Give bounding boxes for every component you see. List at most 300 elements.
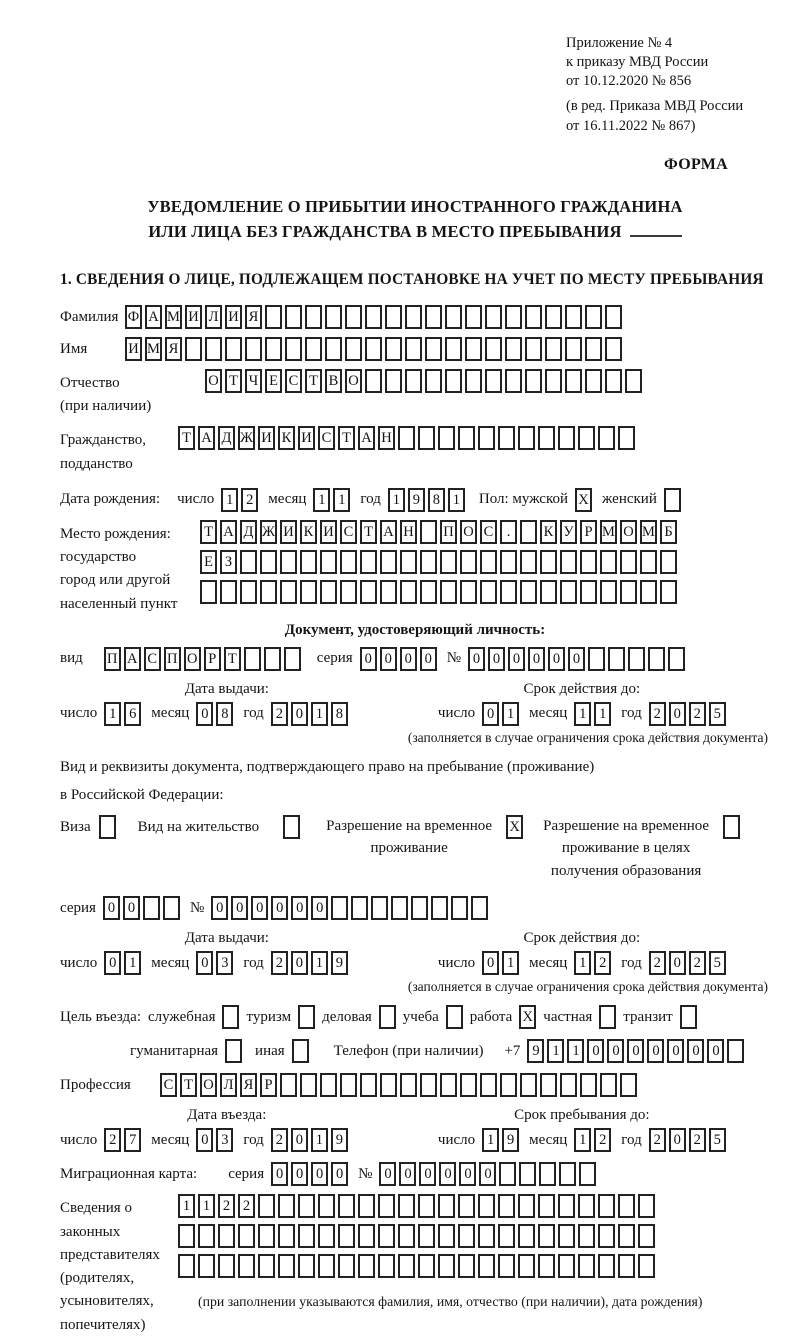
form-cell[interactable] — [480, 580, 497, 604]
form-cell[interactable]: 1 — [482, 1128, 499, 1152]
form-cell[interactable] — [385, 337, 402, 361]
form-cell[interactable] — [579, 1162, 596, 1186]
form-cell[interactable] — [485, 369, 502, 393]
form-cell[interactable] — [585, 305, 602, 329]
form-cell[interactable] — [445, 337, 462, 361]
form-cell[interactable]: 0 — [488, 647, 505, 671]
form-cell[interactable] — [445, 369, 462, 393]
form-cell[interactable] — [620, 580, 637, 604]
form-cell[interactable] — [618, 426, 635, 450]
form-cell[interactable]: С — [480, 520, 497, 544]
form-cell[interactable]: 0 — [271, 1162, 288, 1186]
form-cell[interactable] — [245, 337, 262, 361]
form-cell[interactable] — [478, 1254, 495, 1278]
form-cell[interactable] — [380, 580, 397, 604]
form-cell[interactable] — [458, 1224, 475, 1248]
form-cell[interactable] — [285, 305, 302, 329]
form-cell[interactable] — [585, 369, 602, 393]
form-cell[interactable] — [185, 337, 202, 361]
form-cell[interactable] — [398, 1194, 415, 1218]
form-cell[interactable] — [605, 369, 622, 393]
form-cell[interactable] — [445, 305, 462, 329]
form-cell[interactable] — [727, 1039, 744, 1063]
form-cell[interactable] — [518, 1254, 535, 1278]
form-cell[interactable] — [598, 426, 615, 450]
form-cell[interactable] — [398, 1224, 415, 1248]
form-cell[interactable] — [600, 580, 617, 604]
form-cell[interactable] — [560, 580, 577, 604]
form-cell[interactable] — [305, 337, 322, 361]
form-cell[interactable]: С — [340, 520, 357, 544]
form-cell[interactable] — [485, 305, 502, 329]
form-cell[interactable]: 1 — [547, 1039, 564, 1063]
form-cell[interactable] — [480, 1073, 497, 1097]
form-cell[interactable] — [405, 369, 422, 393]
form-cell[interactable]: Я — [240, 1073, 257, 1097]
form-cell[interactable]: Т — [305, 369, 322, 393]
form-cell[interactable] — [580, 550, 597, 574]
form-cell[interactable]: 1 — [311, 951, 328, 975]
form-cell[interactable]: 0 — [439, 1162, 456, 1186]
form-cell[interactable] — [638, 1224, 655, 1248]
form-cell[interactable] — [238, 1254, 255, 1278]
form-cell[interactable]: 0 — [627, 1039, 644, 1063]
form-cell[interactable] — [620, 1073, 637, 1097]
form-cell[interactable] — [520, 550, 537, 574]
form-cell[interactable] — [620, 550, 637, 574]
form-cell[interactable] — [451, 896, 468, 920]
form-cell[interactable] — [385, 305, 402, 329]
form-cell[interactable] — [418, 1254, 435, 1278]
form-cell[interactable]: 0 — [482, 951, 499, 975]
form-cell[interactable]: 0 — [123, 896, 140, 920]
form-cell[interactable]: 0 — [568, 647, 585, 671]
form-cell[interactable]: 2 — [238, 1194, 255, 1218]
form-cell[interactable] — [465, 337, 482, 361]
form-cell[interactable] — [391, 896, 408, 920]
form-cell[interactable] — [300, 550, 317, 574]
form-cell[interactable]: 1 — [567, 1039, 584, 1063]
form-cell[interactable]: О — [184, 647, 201, 671]
form-cell[interactable]: 0 — [479, 1162, 496, 1186]
form-cell[interactable]: Н — [400, 520, 417, 544]
form-cell[interactable]: Е — [200, 550, 217, 574]
form-cell[interactable] — [499, 1162, 516, 1186]
form-cell[interactable] — [365, 305, 382, 329]
form-cell[interactable] — [338, 1194, 355, 1218]
form-cell[interactable]: А — [220, 520, 237, 544]
form-cell[interactable]: Т — [180, 1073, 197, 1097]
form-cell[interactable] — [218, 1224, 235, 1248]
form-cell[interactable] — [225, 1039, 242, 1063]
form-cell[interactable] — [379, 1005, 396, 1029]
form-cell[interactable]: А — [145, 305, 162, 329]
form-cell[interactable] — [478, 1194, 495, 1218]
form-cell[interactable]: 1 — [574, 1128, 591, 1152]
form-cell[interactable]: Т — [360, 520, 377, 544]
form-cell[interactable]: Т — [200, 520, 217, 544]
form-cell[interactable]: 6 — [124, 702, 141, 726]
form-cell[interactable]: А — [124, 647, 141, 671]
form-cell[interactable]: 2 — [104, 1128, 121, 1152]
form-cell[interactable] — [598, 1224, 615, 1248]
form-cell[interactable]: 0 — [420, 647, 437, 671]
form-cell[interactable]: Е — [265, 369, 282, 393]
form-cell[interactable] — [640, 580, 657, 604]
form-cell[interactable] — [218, 1254, 235, 1278]
form-cell[interactable] — [660, 580, 677, 604]
form-cell[interactable] — [420, 1073, 437, 1097]
form-cell[interactable]: 0 — [380, 647, 397, 671]
form-cell[interactable]: 0 — [468, 647, 485, 671]
form-cell[interactable] — [723, 815, 740, 839]
form-cell[interactable] — [178, 1224, 195, 1248]
form-cell[interactable]: 3 — [216, 1128, 233, 1152]
form-cell[interactable]: Я — [245, 305, 262, 329]
form-cell[interactable] — [358, 1254, 375, 1278]
form-cell[interactable] — [605, 337, 622, 361]
form-cell[interactable] — [458, 1194, 475, 1218]
form-cell[interactable] — [598, 1194, 615, 1218]
form-cell[interactable] — [318, 1254, 335, 1278]
form-cell[interactable]: 0 — [669, 702, 686, 726]
form-cell[interactable]: И — [280, 520, 297, 544]
form-cell[interactable] — [648, 647, 665, 671]
form-cell[interactable] — [320, 1073, 337, 1097]
form-cell[interactable] — [360, 550, 377, 574]
form-cell[interactable]: 1 — [594, 702, 611, 726]
form-cell[interactable] — [498, 1254, 515, 1278]
form-cell[interactable]: 0 — [687, 1039, 704, 1063]
form-cell[interactable] — [538, 1254, 555, 1278]
form-cell[interactable]: 0 — [291, 951, 308, 975]
form-cell[interactable] — [258, 1224, 275, 1248]
form-cell[interactable] — [338, 1224, 355, 1248]
form-cell[interactable]: Ф — [125, 305, 142, 329]
form-cell[interactable]: 0 — [528, 647, 545, 671]
form-cell[interactable]: 0 — [331, 1162, 348, 1186]
form-cell[interactable]: 1 — [448, 488, 465, 512]
form-cell[interactable] — [518, 426, 535, 450]
form-cell[interactable] — [558, 426, 575, 450]
form-cell[interactable]: 1 — [574, 951, 591, 975]
form-cell[interactable] — [340, 1073, 357, 1097]
form-cell[interactable] — [438, 426, 455, 450]
form-cell[interactable] — [425, 305, 442, 329]
form-cell[interactable] — [163, 896, 180, 920]
form-cell[interactable] — [545, 337, 562, 361]
form-cell[interactable]: 8 — [428, 488, 445, 512]
form-cell[interactable] — [258, 1254, 275, 1278]
form-cell[interactable] — [599, 1005, 616, 1029]
form-cell[interactable] — [380, 550, 397, 574]
form-cell[interactable]: С — [285, 369, 302, 393]
form-cell[interactable] — [525, 305, 542, 329]
form-cell[interactable] — [520, 580, 537, 604]
form-cell[interactable] — [498, 426, 515, 450]
form-cell[interactable]: 1 — [311, 702, 328, 726]
form-cell[interactable] — [588, 647, 605, 671]
form-cell[interactable]: 1 — [104, 702, 121, 726]
form-cell[interactable] — [258, 1194, 275, 1218]
form-cell[interactable]: 0 — [419, 1162, 436, 1186]
form-cell[interactable] — [560, 1073, 577, 1097]
form-cell[interactable] — [99, 815, 116, 839]
form-cell[interactable] — [664, 488, 681, 512]
form-cell[interactable]: В — [325, 369, 342, 393]
form-cell[interactable]: 1 — [198, 1194, 215, 1218]
form-cell[interactable]: К — [278, 426, 295, 450]
form-cell[interactable]: 1 — [502, 702, 519, 726]
form-cell[interactable]: 0 — [399, 1162, 416, 1186]
form-cell[interactable]: 0 — [311, 1162, 328, 1186]
form-cell[interactable] — [205, 337, 222, 361]
form-cell[interactable] — [338, 1254, 355, 1278]
form-cell[interactable]: 9 — [408, 488, 425, 512]
form-cell[interactable]: 0 — [482, 702, 499, 726]
form-cell[interactable]: А — [380, 520, 397, 544]
form-cell[interactable] — [438, 1194, 455, 1218]
form-cell[interactable]: 2 — [271, 951, 288, 975]
form-cell[interactable] — [498, 1224, 515, 1248]
form-cell[interactable]: 2 — [649, 702, 666, 726]
form-cell[interactable] — [365, 369, 382, 393]
form-cell[interactable] — [500, 1073, 517, 1097]
form-cell[interactable]: . — [500, 520, 517, 544]
form-cell[interactable] — [220, 580, 237, 604]
form-cell[interactable] — [520, 1073, 537, 1097]
form-cell[interactable]: Т — [178, 426, 195, 450]
form-cell[interactable]: М — [640, 520, 657, 544]
form-cell[interactable]: X — [519, 1005, 536, 1029]
form-cell[interactable] — [400, 1073, 417, 1097]
form-cell[interactable]: 2 — [689, 1128, 706, 1152]
form-cell[interactable]: И — [320, 520, 337, 544]
form-cell[interactable]: 0 — [508, 647, 525, 671]
form-cell[interactable] — [458, 426, 475, 450]
form-cell[interactable] — [280, 550, 297, 574]
form-cell[interactable]: 0 — [196, 702, 213, 726]
form-cell[interactable] — [431, 896, 448, 920]
form-cell[interactable] — [278, 1224, 295, 1248]
form-cell[interactable] — [420, 580, 437, 604]
form-cell[interactable] — [500, 550, 517, 574]
form-cell[interactable] — [365, 337, 382, 361]
form-cell[interactable] — [425, 369, 442, 393]
form-cell[interactable] — [618, 1224, 635, 1248]
form-cell[interactable] — [378, 1254, 395, 1278]
form-cell[interactable] — [371, 896, 388, 920]
form-cell[interactable] — [298, 1224, 315, 1248]
form-cell[interactable] — [478, 426, 495, 450]
form-cell[interactable] — [278, 1254, 295, 1278]
form-cell[interactable] — [300, 1073, 317, 1097]
form-cell[interactable] — [585, 337, 602, 361]
form-cell[interactable] — [580, 580, 597, 604]
form-cell[interactable] — [485, 337, 502, 361]
form-cell[interactable] — [325, 305, 342, 329]
form-cell[interactable]: 0 — [707, 1039, 724, 1063]
form-cell[interactable]: 9 — [331, 1128, 348, 1152]
form-cell[interactable]: Р — [204, 647, 221, 671]
form-cell[interactable] — [565, 369, 582, 393]
form-cell[interactable]: 0 — [311, 896, 328, 920]
form-cell[interactable] — [378, 1194, 395, 1218]
form-cell[interactable] — [298, 1005, 315, 1029]
form-cell[interactable]: П — [440, 520, 457, 544]
form-cell[interactable]: Н — [378, 426, 395, 450]
form-cell[interactable] — [340, 550, 357, 574]
form-cell[interactable]: 0 — [291, 1162, 308, 1186]
form-cell[interactable] — [405, 337, 422, 361]
form-cell[interactable] — [600, 550, 617, 574]
form-cell[interactable] — [625, 369, 642, 393]
form-cell[interactable]: 0 — [669, 1128, 686, 1152]
form-cell[interactable] — [520, 520, 537, 544]
form-cell[interactable]: 0 — [291, 896, 308, 920]
form-cell[interactable]: 3 — [216, 951, 233, 975]
form-cell[interactable]: С — [144, 647, 161, 671]
form-cell[interactable] — [500, 580, 517, 604]
form-cell[interactable] — [598, 1254, 615, 1278]
form-cell[interactable]: О — [460, 520, 477, 544]
form-cell[interactable] — [400, 580, 417, 604]
form-cell[interactable]: Т — [224, 647, 241, 671]
form-cell[interactable] — [351, 896, 368, 920]
form-cell[interactable]: 8 — [216, 702, 233, 726]
form-cell[interactable]: 0 — [291, 702, 308, 726]
form-cell[interactable]: Т — [225, 369, 242, 393]
form-cell[interactable] — [638, 1194, 655, 1218]
form-cell[interactable] — [292, 1039, 309, 1063]
form-cell[interactable]: 0 — [379, 1162, 396, 1186]
form-cell[interactable]: О — [345, 369, 362, 393]
form-cell[interactable]: 1 — [574, 702, 591, 726]
form-cell[interactable]: 1 — [311, 1128, 328, 1152]
form-cell[interactable]: С — [318, 426, 335, 450]
form-cell[interactable]: К — [300, 520, 317, 544]
form-cell[interactable] — [558, 1224, 575, 1248]
form-cell[interactable] — [405, 305, 422, 329]
form-cell[interactable] — [438, 1254, 455, 1278]
form-cell[interactable]: 2 — [649, 951, 666, 975]
form-cell[interactable]: 0 — [103, 896, 120, 920]
form-cell[interactable]: О — [200, 1073, 217, 1097]
form-cell[interactable] — [280, 580, 297, 604]
form-cell[interactable]: 0 — [211, 896, 228, 920]
form-cell[interactable] — [300, 580, 317, 604]
form-cell[interactable]: С — [160, 1073, 177, 1097]
form-cell[interactable]: 2 — [271, 702, 288, 726]
form-cell[interactable]: М — [145, 337, 162, 361]
form-cell[interactable] — [618, 1194, 635, 1218]
form-cell[interactable] — [558, 1194, 575, 1218]
form-cell[interactable] — [305, 305, 322, 329]
form-cell[interactable] — [605, 305, 622, 329]
form-cell[interactable]: 0 — [548, 647, 565, 671]
form-cell[interactable] — [345, 337, 362, 361]
form-cell[interactable] — [420, 520, 437, 544]
form-cell[interactable]: 1 — [124, 951, 141, 975]
form-cell[interactable] — [565, 305, 582, 329]
form-cell[interactable] — [240, 580, 257, 604]
form-cell[interactable] — [264, 647, 281, 671]
form-cell[interactable]: 1 — [221, 488, 238, 512]
form-cell[interactable]: У — [560, 520, 577, 544]
form-cell[interactable]: 1 — [313, 488, 330, 512]
form-cell[interactable] — [318, 1224, 335, 1248]
form-cell[interactable] — [320, 580, 337, 604]
form-cell[interactable] — [540, 580, 557, 604]
form-cell[interactable]: 0 — [251, 896, 268, 920]
form-cell[interactable] — [538, 426, 555, 450]
form-cell[interactable] — [438, 1224, 455, 1248]
form-cell[interactable]: И — [298, 426, 315, 450]
form-cell[interactable] — [680, 1005, 697, 1029]
form-cell[interactable] — [608, 647, 625, 671]
form-cell[interactable]: П — [164, 647, 181, 671]
form-cell[interactable] — [460, 580, 477, 604]
form-cell[interactable] — [660, 550, 677, 574]
form-cell[interactable] — [385, 369, 402, 393]
form-cell[interactable] — [298, 1194, 315, 1218]
form-cell[interactable] — [244, 647, 261, 671]
form-cell[interactable] — [283, 815, 300, 839]
form-cell[interactable]: 0 — [196, 1128, 213, 1152]
form-cell[interactable] — [260, 550, 277, 574]
form-cell[interactable]: 9 — [502, 1128, 519, 1152]
form-cell[interactable]: Ж — [260, 520, 277, 544]
form-cell[interactable]: 1 — [502, 951, 519, 975]
form-cell[interactable] — [465, 305, 482, 329]
form-cell[interactable] — [198, 1254, 215, 1278]
form-cell[interactable]: Ж — [238, 426, 255, 450]
form-cell[interactable]: К — [540, 520, 557, 544]
form-cell[interactable] — [458, 1254, 475, 1278]
form-cell[interactable] — [559, 1162, 576, 1186]
form-cell[interactable] — [360, 580, 377, 604]
form-cell[interactable] — [578, 1194, 595, 1218]
form-cell[interactable]: И — [185, 305, 202, 329]
form-cell[interactable] — [280, 1073, 297, 1097]
form-cell[interactable] — [325, 337, 342, 361]
form-cell[interactable]: 2 — [218, 1194, 235, 1218]
form-cell[interactable]: 0 — [291, 1128, 308, 1152]
form-cell[interactable]: 2 — [271, 1128, 288, 1152]
form-cell[interactable] — [178, 1254, 195, 1278]
form-cell[interactable] — [398, 426, 415, 450]
form-cell[interactable]: 0 — [360, 647, 377, 671]
form-cell[interactable]: 2 — [689, 702, 706, 726]
form-cell[interactable] — [411, 896, 428, 920]
form-cell[interactable] — [471, 896, 488, 920]
form-cell[interactable] — [278, 1194, 295, 1218]
form-cell[interactable]: З — [220, 550, 237, 574]
form-cell[interactable] — [560, 550, 577, 574]
form-cell[interactable]: 2 — [689, 951, 706, 975]
form-cell[interactable] — [505, 369, 522, 393]
form-cell[interactable] — [360, 1073, 377, 1097]
form-cell[interactable] — [284, 647, 301, 671]
form-cell[interactable] — [265, 337, 282, 361]
form-cell[interactable]: 0 — [607, 1039, 624, 1063]
form-cell[interactable] — [440, 550, 457, 574]
form-cell[interactable] — [400, 550, 417, 574]
form-cell[interactable] — [440, 580, 457, 604]
form-cell[interactable]: 5 — [709, 702, 726, 726]
form-cell[interactable]: Ч — [245, 369, 262, 393]
form-cell[interactable] — [320, 550, 337, 574]
